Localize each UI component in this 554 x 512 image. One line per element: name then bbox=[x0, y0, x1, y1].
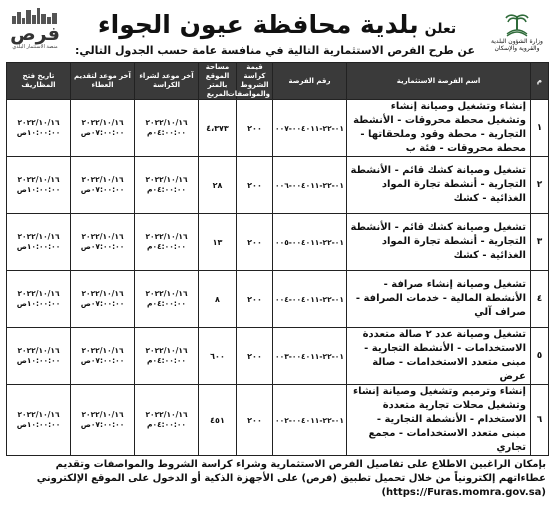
table-row bbox=[7, 100, 549, 157]
buy-date: ٢٠٢٢/١٠/١٦ bbox=[145, 289, 188, 298]
col-index: م bbox=[531, 63, 549, 100]
row-buy bbox=[135, 385, 199, 456]
palm-swords-icon bbox=[502, 12, 532, 38]
submit-time: ٠٧:٠٠:٠٠ص bbox=[80, 128, 125, 137]
buy-date: ٢٠٢٢/١٠/١٦ bbox=[145, 232, 188, 241]
buy-time: ٠٤:٠٠:٠٠م bbox=[147, 185, 186, 194]
row-area: ٤،٣٧٣ bbox=[199, 100, 237, 157]
col-ref: رقم الفرصة bbox=[273, 63, 347, 100]
row-area: ٢٨ bbox=[199, 157, 237, 214]
open-time: ١٠:٠٠:٠٠ص bbox=[16, 128, 61, 137]
table-row bbox=[7, 385, 549, 456]
submit-date: ٢٠٢٢/١٠/١٦ bbox=[81, 118, 124, 127]
row-buy bbox=[135, 157, 199, 214]
row-submit bbox=[71, 157, 135, 214]
submit-time: ٠٧:٠٠:٠٠ص bbox=[80, 185, 125, 194]
open-date: ٢٠٢٢/١٠/١٦ bbox=[17, 175, 60, 184]
row-index: ٤ bbox=[531, 271, 549, 328]
col-area: مساحة الموقع بالمتر المربع bbox=[199, 63, 237, 100]
row-buy bbox=[135, 214, 199, 271]
table-row bbox=[7, 214, 549, 271]
open-time: ١٠:٠٠:٠٠ص bbox=[16, 185, 61, 194]
row-ref: ٠١-٢٢-٠٠٤٠١١-٠٠٣ bbox=[273, 328, 347, 385]
submit-time: ٠٧:٠٠:٠٠ص bbox=[80, 356, 125, 365]
open-date: ٢٠٢٢/١٠/١٦ bbox=[17, 289, 60, 298]
row-ref: ٠١-٢٢-٠٠٤٠١١-٠٠٧ bbox=[273, 100, 347, 157]
col-open: تاريخ فتح المظاريف bbox=[7, 63, 71, 100]
row-buy bbox=[135, 271, 199, 328]
row-value: ٢٠٠ bbox=[237, 100, 273, 157]
row-submit bbox=[71, 385, 135, 456]
open-date: ٢٠٢٢/١٠/١٦ bbox=[17, 118, 60, 127]
open-time: ١٠:٠٠:٠٠ص bbox=[16, 420, 61, 429]
row-ref: ٠١-٢٢-٠٠٤٠١١-٠٠٥ bbox=[273, 214, 347, 271]
open-date: ٢٠٢٢/١٠/١٦ bbox=[17, 346, 60, 355]
announce-word: تعلن bbox=[424, 21, 457, 37]
open-date: ٢٠٢٢/١٠/١٦ bbox=[17, 232, 60, 241]
website-link[interactable]: (https://Furas.momra.gov.sa) bbox=[381, 487, 546, 498]
row-name: تشغيل وصيانة كشك قائم - الأنشطة التجارية - أنشطة تجارة المواد الغذائية - كشك bbox=[347, 157, 531, 214]
row-open bbox=[7, 385, 71, 456]
submit-date: ٢٠٢٢/١٠/١٦ bbox=[81, 232, 124, 241]
buy-date: ٢٠٢٢/١٠/١٦ bbox=[145, 175, 188, 184]
row-open bbox=[7, 271, 71, 328]
row-value: ٢٠٠ bbox=[237, 157, 273, 214]
row-name: إنشاء وترميم وتشغيل وصيانة إنشاء وتشغيل محلات تجارية متعددة الاستخدام - الأنشطة التجارية - مبنى متعدد الاستخدامات - مجمع تجاري bbox=[347, 385, 531, 456]
furas-wordmark: فرص bbox=[10, 23, 60, 45]
row-value: ٢٠٠ bbox=[237, 385, 273, 456]
row-open bbox=[7, 157, 71, 214]
submit-date: ٢٠٢٢/١٠/١٦ bbox=[81, 289, 124, 298]
submit-time: ٠٧:٠٠:٠٠ص bbox=[80, 420, 125, 429]
footer-text: بإمكان الراغبين الاطلاع على تفاصيل الفرص الاستثمارية وشراء كراسة الشروط والمواصفات وتقديم عطاءاتهم إلكترونياً من خلال تحميل تطبيق (فرص) على الأجهزة الذكية أو الدخول على الموقع الإلكتروني bbox=[36, 459, 546, 484]
row-area: ٦٠٠ bbox=[199, 328, 237, 385]
col-buy: آخر موعد لشراء الكراسة bbox=[135, 63, 199, 100]
row-ref: ٠١-٢٢-٠٠٤٠١١-٠٠٤ bbox=[273, 271, 347, 328]
col-submit: آخر موعد لتقديم العطاء bbox=[71, 63, 135, 100]
buy-time: ٠٤:٠٠:٠٠م bbox=[147, 242, 186, 251]
table-row bbox=[7, 271, 549, 328]
row-open bbox=[7, 328, 71, 385]
row-index: ٣ bbox=[531, 214, 549, 271]
buy-time: ٠٤:٠٠:٠٠م bbox=[147, 420, 186, 429]
furas-subtitle: منصة الاستثمار البلدي bbox=[12, 44, 58, 50]
buy-date: ٢٠٢٢/١٠/١٦ bbox=[145, 118, 188, 127]
col-value: قيمة كراسة الشروط والمواصفات bbox=[237, 63, 273, 100]
row-submit bbox=[71, 100, 135, 157]
row-name: إنشاء وتشغيل وصيانة إنشاء وتشغيل محطة محروقات - الأنشطة التجارية - محطة وقود وملحقاتها - محطة محروقات - فئة ب bbox=[347, 100, 531, 157]
ministry-name-2: والقروية والإسكان bbox=[494, 45, 540, 52]
row-value: ٢٠٠ bbox=[237, 214, 273, 271]
row-index: ١ bbox=[531, 100, 549, 157]
submit-date: ٢٠٢٢/١٠/١٦ bbox=[81, 175, 124, 184]
row-value: ٢٠٠ bbox=[237, 328, 273, 385]
row-submit bbox=[71, 214, 135, 271]
row-name: تشغيل وصيانة إنشاء صرافة - الأنشطة المالية - خدمات الصرافة - صراف آلي bbox=[347, 271, 531, 328]
open-time: ١٠:٠٠:٠٠ص bbox=[16, 356, 61, 365]
row-index: ٢ bbox=[531, 157, 549, 214]
row-index: ٥ bbox=[531, 328, 549, 385]
row-area: ١٣ bbox=[199, 214, 237, 271]
row-open bbox=[7, 100, 71, 157]
submit-time: ٠٧:٠٠:٠٠ص bbox=[80, 299, 125, 308]
buy-date: ٢٠٢٢/١٠/١٦ bbox=[145, 410, 188, 419]
submit-date: ٢٠٢٢/١٠/١٦ bbox=[81, 346, 124, 355]
submit-date: ٢٠٢٢/١٠/١٦ bbox=[81, 410, 124, 419]
submit-time: ٠٧:٠٠:٠٠ص bbox=[80, 242, 125, 251]
page-subtitle: عن طرح الفرص الاستثمارية التالية في منافسة عامة حسب الجدول التالي: bbox=[75, 44, 475, 57]
skyline-icon bbox=[10, 8, 60, 24]
title-line bbox=[68, 10, 486, 39]
row-open bbox=[7, 214, 71, 271]
open-time: ١٠:٠٠:٠٠ص bbox=[16, 299, 61, 308]
row-ref: ٠١-٢٢-٠٠٤٠١١-٠٠٢ bbox=[273, 385, 347, 456]
row-ref: ٠١-٢٢-٠٠٤٠١١-٠٠٦ bbox=[273, 157, 347, 214]
buy-time: ٠٤:٠٠:٠٠م bbox=[147, 356, 186, 365]
col-name: اسم الفرصة الاستثمارية bbox=[347, 63, 531, 100]
page-title: بلدية محافظة عيون الجواء bbox=[97, 10, 419, 39]
row-buy bbox=[135, 328, 199, 385]
ministry-name-1: وزارة الشؤون البلدية bbox=[491, 38, 543, 45]
row-buy bbox=[135, 100, 199, 157]
open-time: ١٠:٠٠:٠٠ص bbox=[16, 242, 61, 251]
row-area: ٨ bbox=[199, 271, 237, 328]
row-submit bbox=[71, 328, 135, 385]
row-index: ٦ bbox=[531, 385, 549, 456]
opportunities-table bbox=[6, 62, 549, 456]
table-row bbox=[7, 328, 549, 385]
ministry-logo bbox=[488, 12, 546, 60]
row-submit bbox=[71, 271, 135, 328]
table-row bbox=[7, 157, 549, 214]
buy-time: ٠٤:٠٠:٠٠م bbox=[147, 128, 186, 137]
row-value: ٢٠٠ bbox=[237, 271, 273, 328]
buy-date: ٢٠٢٢/١٠/١٦ bbox=[145, 346, 188, 355]
footer-note bbox=[6, 458, 548, 500]
open-date: ٢٠٢٢/١٠/١٦ bbox=[17, 410, 60, 419]
row-area: ٤٥١ bbox=[199, 385, 237, 456]
row-name: تشغيل وصيانة عدد ٢ صالة متعددة الاستخدامات - الأنشطة التجارية - مبنى متعدد الاستخدامات - صالة عرض bbox=[347, 328, 531, 385]
row-name: تشغيل وصيانة كشك قائم - الأنشطة التجارية - أنشطة تجارة المواد الغذائية - كشك bbox=[347, 214, 531, 271]
header bbox=[6, 4, 548, 62]
table-header-row bbox=[7, 63, 549, 100]
buy-time: ٠٤:٠٠:٠٠م bbox=[147, 299, 186, 308]
furas-logo bbox=[8, 8, 62, 54]
